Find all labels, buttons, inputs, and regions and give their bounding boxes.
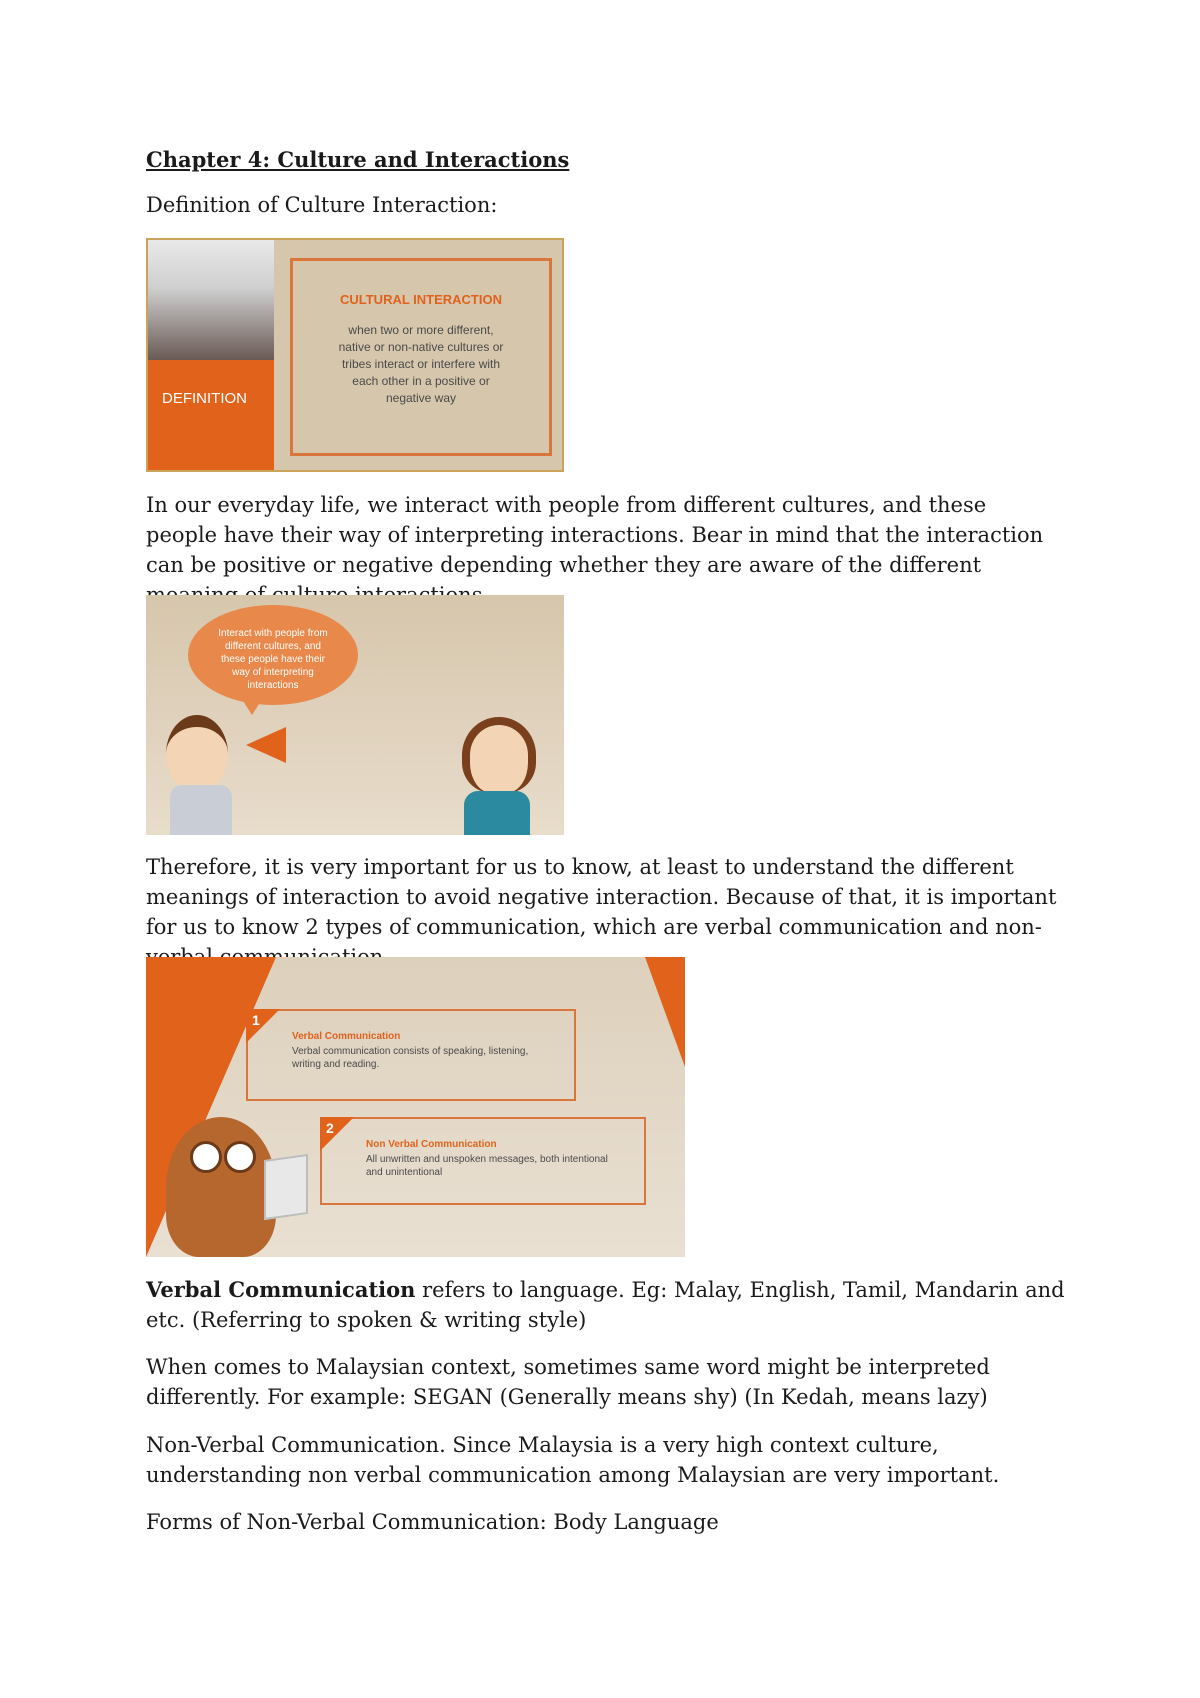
speech-bubble-tail (238, 693, 266, 715)
interaction-illustration-image (146, 595, 564, 835)
paragraph-everyday-life: In our everyday life, we interact with people from different cultures, and these people have their way of interpreting interactions. Bear in mind that the interaction can be positive or negative depending whether they are aware of the different (146, 493, 1044, 577)
owl-mascot-icon (166, 1117, 276, 1257)
man-figure-icon (166, 715, 228, 793)
definition-heading: CULTURAL INTERACTION (339, 292, 502, 307)
owl-eye (190, 1141, 222, 1173)
megaphone-icon (246, 727, 286, 763)
verbal-communication-body: Verbal communication consists of speaking, listening, writing and reading. (292, 1046, 529, 1070)
group-photo (148, 240, 274, 360)
laptop-icon (264, 1154, 308, 1220)
item-number: 2 (326, 1120, 334, 1136)
paragraph-verbal-communication (146, 1275, 1066, 1335)
cultural-interaction-definition-image (146, 238, 564, 472)
verbal-communication-title: Verbal Communication (292, 1031, 401, 1042)
paragraph-malaysian-context: When comes to Malaysian context, sometimes same word might be interpreted differently. For example: SEGAN (Generally means shy) (In Kedah, means lazy) (146, 1355, 990, 1409)
item-number: 1 (252, 1012, 260, 1028)
paragraph-therefore: Therefore, it is very important for us to know, at least to understand the different meanings of interaction to avoid negative interaction. Because of that, it is important for us to know 2 types of communication, which are verbal communication and non- (146, 855, 1057, 939)
man-body (170, 785, 232, 835)
woman-body (464, 791, 530, 835)
right-orange-wedge (645, 957, 685, 1067)
definition-panel (148, 360, 274, 472)
verbal-communication-term: Verbal Communication (146, 1277, 416, 1302)
woman-figure-icon (462, 717, 536, 793)
definition-label: Definition of Culture Interaction: (146, 193, 498, 217)
definition-body: when two or more different, native or non-native cultures or tribes interact or interfere with each other in a positive or negative way (338, 323, 504, 405)
paragraph-non-verbal: Non-Verbal Communication. Since Malaysia is a very high context culture, understanding non verbal communication among Malaysian are very important. (146, 1433, 1000, 1487)
communication-types-image (146, 957, 685, 1257)
definition-badge: DEFINITION (162, 390, 247, 407)
paragraph-forms-non-verbal: Forms of Non-Verbal Communication: Body Language (146, 1510, 719, 1534)
owl-eye (224, 1141, 256, 1173)
chapter-title: Chapter 4: Culture and Interactions (146, 147, 570, 172)
verbal-communication-definition: refers to language. Eg: Malay, English, Tamil, Mandarin and etc. (Referring to spoken & writing style) (146, 1278, 1065, 1332)
non-verbal-communication-body: All unwritten and unspoken messages, both intentional and unintentional (366, 1154, 608, 1178)
non-verbal-communication-title: Non Verbal Communication (366, 1139, 497, 1150)
speech-bubble-text: Interact with people from different cultures, and these people have their way of interpreting interactions (218, 628, 328, 691)
